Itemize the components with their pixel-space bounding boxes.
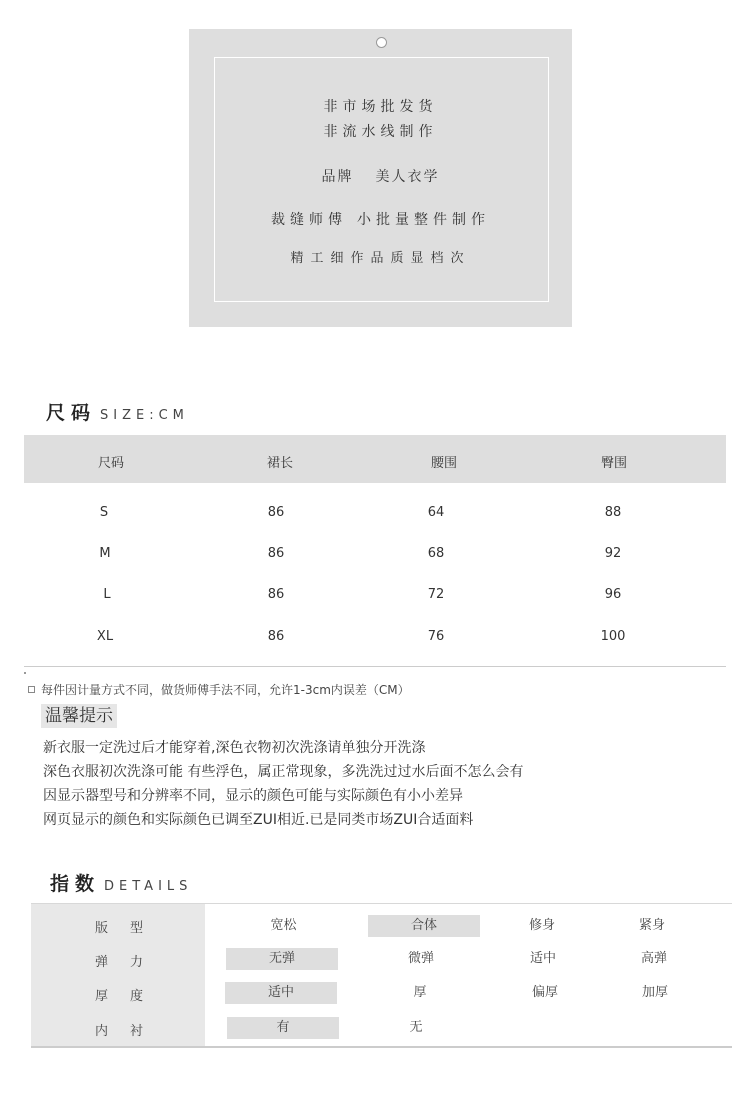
size-header-hip: 臀围 [600, 456, 627, 471]
details-section-heading [50, 869, 192, 896]
divider-dot [24, 672, 26, 674]
option-lined-selected: 有 [227, 1017, 339, 1039]
size-header-waist: 腰围 [430, 456, 457, 471]
option-extra-thick: 加厚 [641, 985, 668, 1000]
option-moderate-selected: 适中 [225, 982, 337, 1004]
size-cell: S [99, 505, 109, 520]
option-thicker: 偏厚 [531, 985, 558, 1000]
size-cell: M [99, 546, 111, 561]
tag-brand-line [189, 166, 572, 186]
length-cell: 86 [267, 629, 285, 644]
details-label-thickness: 厚度 [94, 989, 165, 1004]
option-slim: 修身 [528, 918, 555, 933]
tag-line-4a: 裁缝师傅 [271, 212, 347, 228]
details-label-fit: 版型 [94, 921, 165, 936]
tips-line: 因显示器型号和分辨率不同，显示的颜色可能与实际颜色有小小差异 [43, 788, 463, 804]
tag-brand-name: 美人衣学 [375, 169, 440, 185]
size-header-size: 尺码 [97, 456, 124, 471]
tips-line: 网页显示的颜色和实际颜色已调至ZUI相近.已是同类市场ZUI合适面料 [43, 812, 474, 828]
waist-cell: 76 [427, 629, 445, 644]
waist-cell: 68 [427, 546, 445, 561]
hang-tag [189, 29, 572, 327]
option-regular-selected: 合体 [368, 915, 480, 937]
tag-brand-label: 品牌 [321, 169, 354, 185]
length-cell: 86 [267, 587, 285, 602]
size-section-heading [46, 398, 189, 425]
tag-line-5: 精工细作品质显档次 [290, 251, 471, 266]
tag-line-1: 非市场批发货 [323, 99, 438, 115]
option-high-stretch: 高弹 [640, 951, 667, 966]
length-cell: 86 [267, 505, 285, 520]
hip-cell: 92 [604, 546, 622, 561]
details-title-en: DETAILS [104, 879, 193, 894]
measurement-note [28, 681, 410, 698]
size-cell: L [103, 587, 111, 602]
tag-line-4 [189, 209, 572, 229]
measurement-note-text: 每件因计量方式不同，做货师傅手法不同，允许1-3cm内误差（CM） [41, 683, 410, 697]
length-cell: 86 [267, 546, 285, 561]
details-top-line [31, 903, 732, 904]
tag-hole-icon [376, 37, 387, 48]
size-title-cn: 尺码 [46, 402, 97, 424]
details-label-stretch: 弹力 [94, 955, 165, 970]
tips-line: 深色衣服初次洗涤可能 有些浮色，属正常现象，多洗洗过过水后面不怎么会有 [43, 764, 524, 780]
option-loose: 宽松 [270, 918, 297, 933]
size-header-length: 裙长 [266, 456, 293, 471]
tag-line-4b: 小批量整件制作 [357, 212, 490, 228]
tips-line: 新衣服一定洗过后才能穿着,深色衣物初次洗涤请单独分开洗涤 [43, 740, 426, 756]
hip-cell: 96 [604, 587, 622, 602]
option-thick: 厚 [413, 985, 427, 1000]
hip-cell: 100 [600, 629, 626, 644]
option-slight-stretch: 微弹 [407, 951, 434, 966]
tag-line-2: 非流水线制作 [323, 124, 438, 140]
details-bottom-line [31, 1046, 732, 1048]
size-table-divider [24, 666, 726, 667]
size-cell: XL [96, 629, 114, 644]
option-tight: 紧身 [638, 918, 665, 933]
size-title-en: SIZE:CM [100, 408, 189, 423]
tips-title: 温馨提示 [41, 704, 117, 728]
details-title-cn: 指数 [50, 873, 101, 895]
details-label-lining: 内衬 [94, 1024, 165, 1039]
square-bullet-icon [28, 686, 35, 693]
waist-cell: 72 [427, 587, 445, 602]
option-unlined: 无 [409, 1020, 423, 1035]
hip-cell: 88 [604, 505, 622, 520]
option-medium-stretch: 适中 [529, 951, 556, 966]
option-no-stretch-selected: 无弹 [226, 948, 338, 970]
waist-cell: 64 [427, 505, 445, 520]
